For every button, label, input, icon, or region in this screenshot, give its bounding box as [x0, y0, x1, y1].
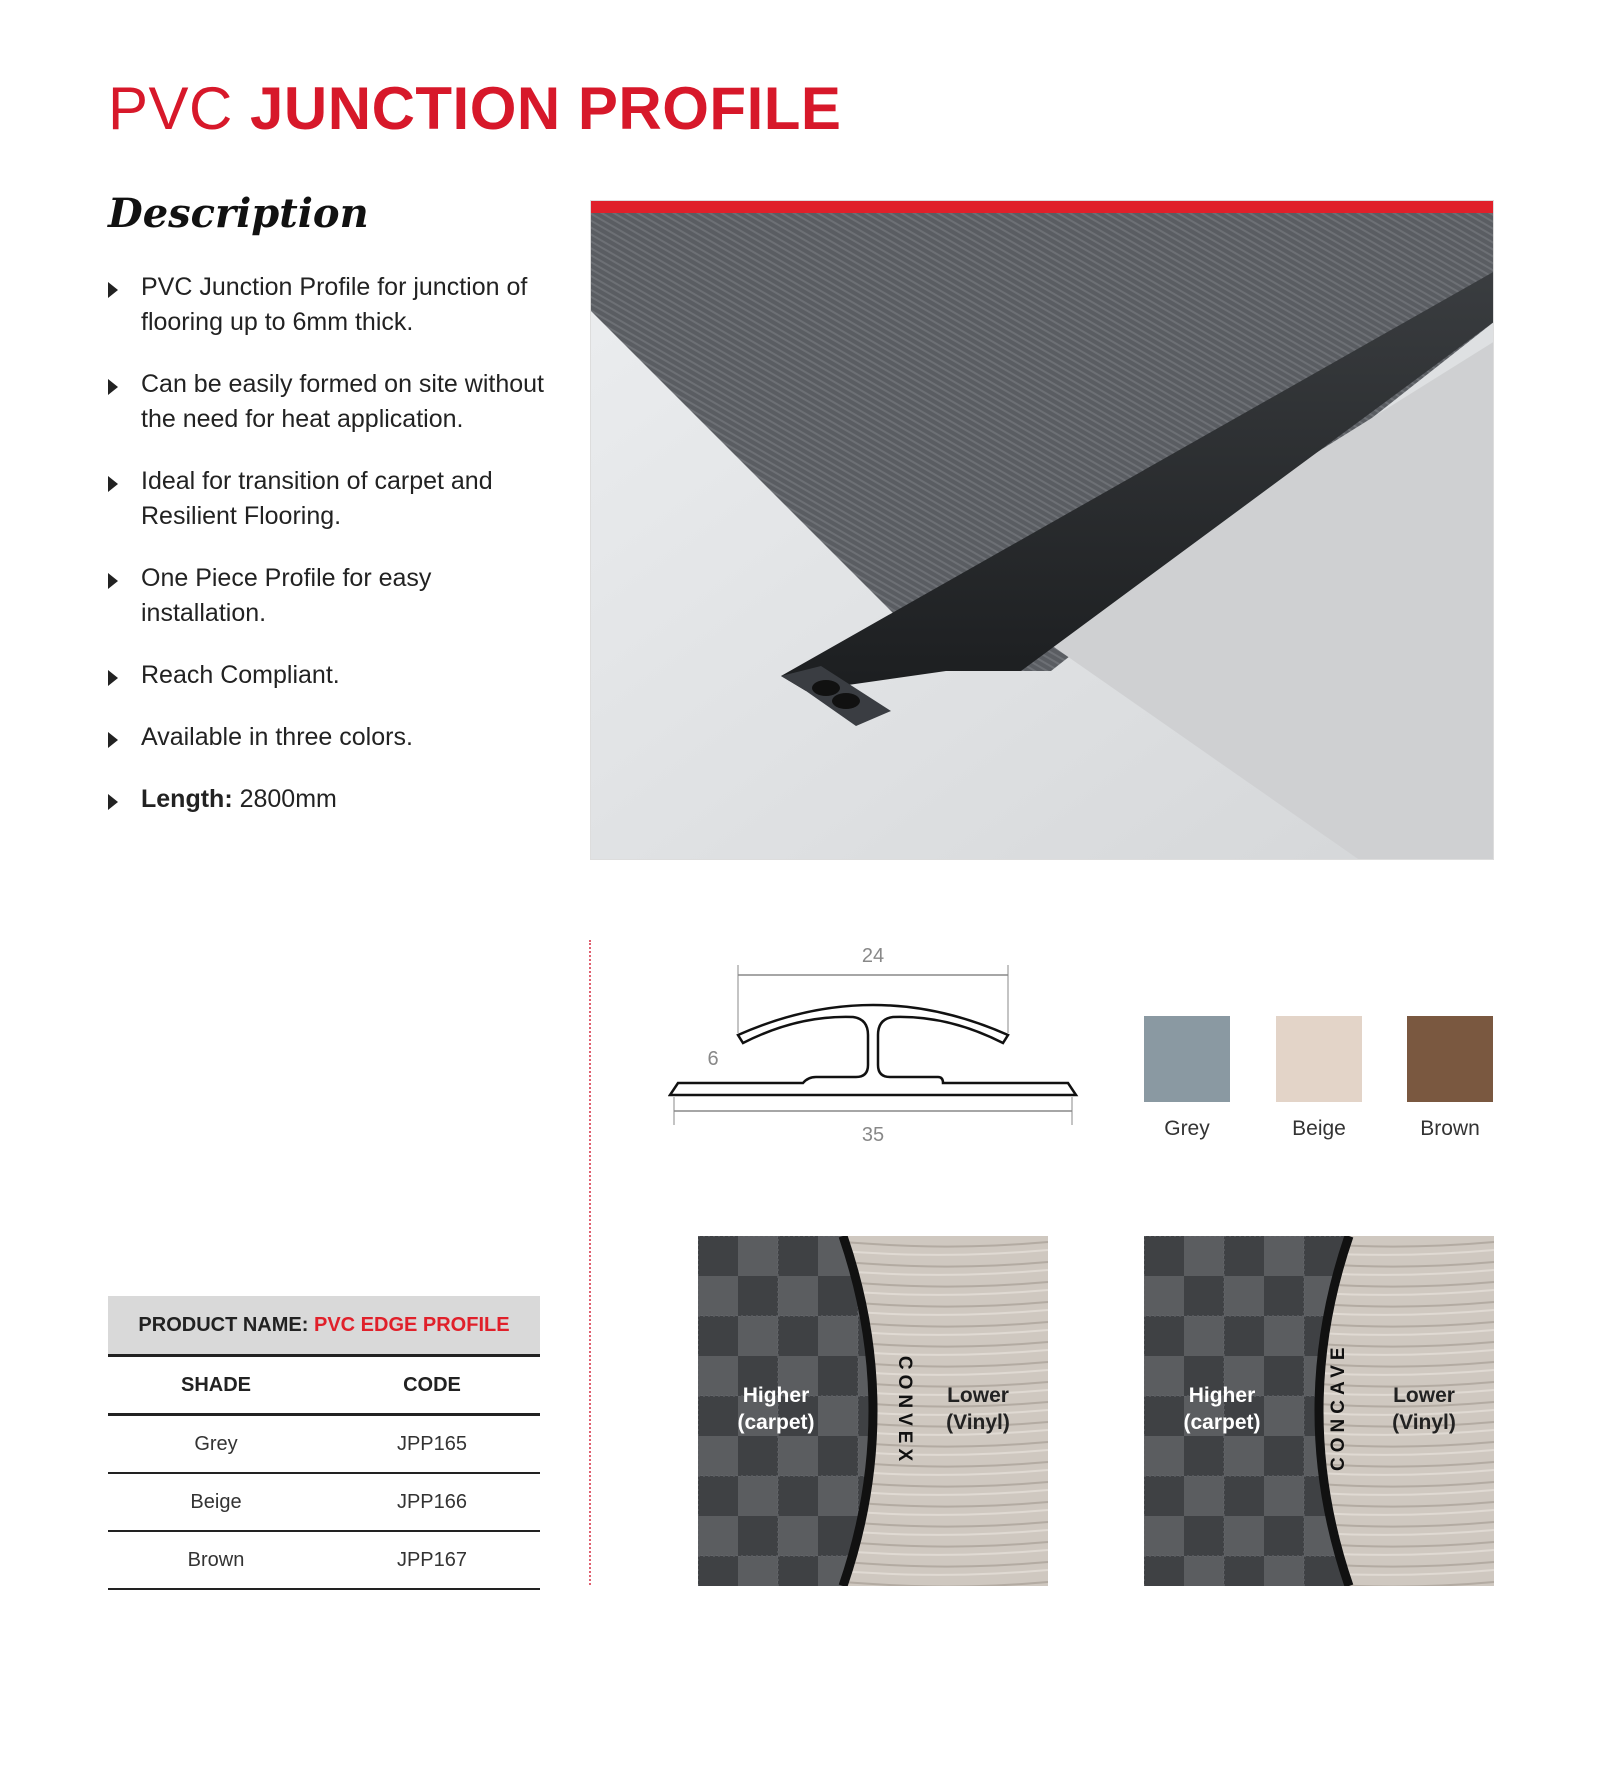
bullet-item [108, 464, 548, 534]
lower-label [1374, 1382, 1474, 1436]
description-list [108, 270, 548, 844]
length-label: Length: [141, 785, 233, 813]
bullet-item [108, 658, 548, 693]
top-dimension-label: 24 [861, 945, 885, 967]
triangle-bullet-icon [108, 573, 118, 589]
higher-sub-text: (carpet) [1183, 1411, 1261, 1434]
profile-hole [832, 693, 860, 709]
description-heading: Description [108, 190, 369, 237]
product-photo [590, 200, 1494, 860]
bullet-item [108, 367, 548, 437]
product-illustration [591, 201, 1494, 860]
swatch-label: Grey [1164, 1117, 1210, 1140]
page-title [108, 74, 841, 143]
swatch-label: Brown [1420, 1117, 1480, 1140]
title-light: PVC [108, 75, 233, 142]
bullet-text: Available in three colors. [141, 723, 413, 751]
triangle-bullet-icon [108, 732, 118, 748]
lower-text: Lower [1393, 1384, 1455, 1407]
bullet-text: PVC Junction Profile for junction of flooring up to 6mm thick. [141, 273, 528, 336]
bullet-text: Can be easily formed on site without the need for heat application. [141, 370, 544, 433]
bullet-item [108, 720, 548, 755]
product-name-label: PRODUCT NAME: [138, 1314, 309, 1336]
triangle-bullet-icon [108, 379, 118, 395]
bullet-item-length [108, 782, 548, 817]
table-row [108, 1416, 540, 1474]
lower-sub-text: (Vinyl) [946, 1411, 1010, 1434]
shade-cell: Grey [194, 1433, 238, 1455]
bullet-item [108, 561, 548, 631]
shade-cell: Beige [190, 1491, 242, 1513]
code-cell: JPP165 [396, 1433, 468, 1455]
concave-label: CONCAVE [1328, 1342, 1349, 1471]
swatch-grey [1144, 1016, 1230, 1102]
table-row [108, 1532, 540, 1590]
lower-text: Lower [947, 1384, 1009, 1407]
bullet-text: One Piece Profile for easy installation. [141, 564, 432, 627]
triangle-bullet-icon [108, 670, 118, 686]
swatch-brown [1407, 1016, 1493, 1102]
bullet-text: Ideal for transition of carpet and Resilient Flooring. [141, 467, 493, 530]
product-table [108, 1296, 540, 1590]
profile-hole [812, 680, 840, 696]
higher-sub-text: (carpet) [737, 1411, 815, 1434]
higher-label [716, 1382, 836, 1436]
concave-tile [1144, 1236, 1494, 1586]
shade-cell: Brown [187, 1549, 245, 1571]
lower-sub-text: (Vinyl) [1392, 1411, 1456, 1434]
title-bold: JUNCTION PROFILE [250, 75, 842, 142]
dotted-divider [589, 940, 591, 1585]
convex-label: CONVEX [894, 1355, 915, 1467]
code-cell: JPP167 [396, 1549, 468, 1571]
triangle-bullet-icon [108, 282, 118, 298]
bullet-text: Reach Compliant. [141, 661, 340, 689]
profile-outline [670, 1005, 1076, 1095]
column-header-code: CODE [403, 1374, 461, 1396]
higher-label [1162, 1382, 1282, 1436]
convex-tile [698, 1236, 1048, 1586]
higher-text: Higher [742, 1384, 810, 1407]
product-name-value: PVC EDGE PROFILE [313, 1314, 510, 1336]
column-header-shade: SHADE [180, 1374, 251, 1396]
profile-cross-section [668, 935, 1088, 1155]
length-value: 2800mm [239, 785, 337, 813]
swatch-label: Beige [1292, 1117, 1346, 1140]
triangle-bullet-icon [108, 794, 118, 810]
bottom-dimension-label: 35 [861, 1124, 885, 1146]
table-row [108, 1474, 540, 1532]
lower-label [928, 1382, 1028, 1436]
higher-text: Higher [1188, 1384, 1256, 1407]
bullet-item [108, 270, 548, 340]
triangle-bullet-icon [108, 476, 118, 492]
table-title [108, 1296, 540, 1357]
table-header-row [108, 1357, 540, 1416]
swatch-beige [1276, 1016, 1362, 1102]
height-dimension-label: 6 [707, 1048, 719, 1070]
code-cell: JPP166 [396, 1491, 468, 1513]
